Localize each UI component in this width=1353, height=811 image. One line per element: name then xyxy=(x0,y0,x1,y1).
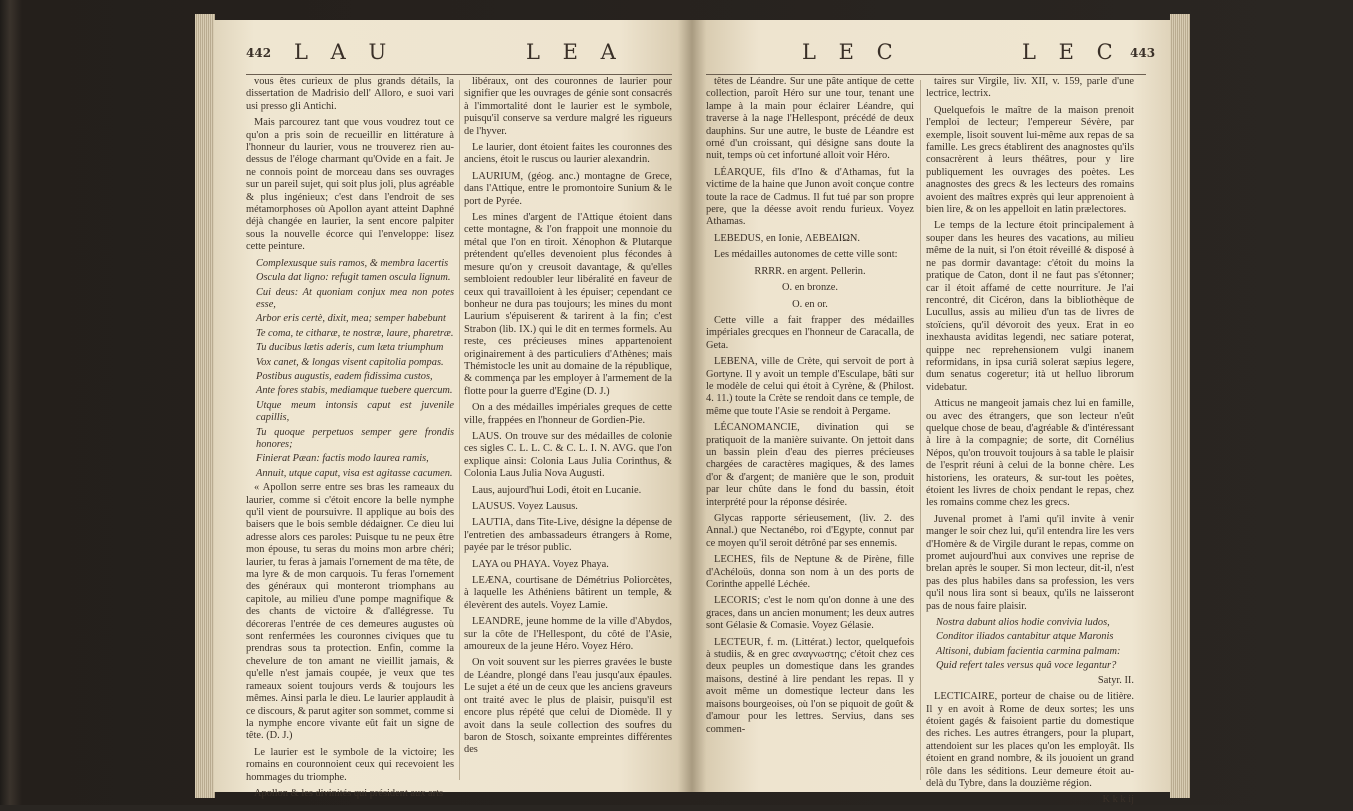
paragraph: Quelquefois le maître de la maison prenoit l'emploi de lecteur; l'empereur Sévère, par exemple, lisoit souvent lui-même aux repas de sa famille. Les grecs établirent des anagnostes qu'ils consacrèrent à leurs théâtres, pour y lire publiquement les ouvrages des poètes. Les anagnostes des grecs & les lecteurs des romains avoient des maîtres exprès qui leur apprenoient à bien lire, & on les appelloit en latin prælectores. xyxy=(926,104,1134,216)
right-page-number: 443 xyxy=(1130,46,1156,60)
left-column-2 xyxy=(464,76,672,761)
paragraph: Mais parcourez tant que vous voudrez tout ce qu'on a pris soin de recueillir en littérature à l'honneur du laurier, vous ne trouverez rien au-dessus de l'éloge charmant qu'Ovide en a fait. Je ne connois point de morceau dans ses ouvrages sur un pareil sujet, qui soit plus joli, plus agréable & plus ingénieux; c'est dans l'endroit de ses métamorphoses où Apollon ayant atteint Daphné déjà changée en laurier, la sent encore palpiter sous la nouvelle écorce qui l'enveloppe: lisez cette peinture. xyxy=(246,117,454,253)
verse-line: Altisoni, dubiam facientia carmina palmam: xyxy=(936,645,1121,657)
left-page xyxy=(214,20,692,799)
entry-lautia: LAUTIA, dans Tite-Live, désigne la dépense de l'entretien des ambassadeurs étrangers à Rome, payée par le trésor public. xyxy=(464,517,672,554)
entry-learque: LÉARQUE, fils d'Ino & d'Athamas, fut la victime de la haine que Junon avoit conçue contre toute la race de Cadmus. Il fut tué par son propre pere, que la déesse avoit rendu furieux. Voyez Athamas. xyxy=(706,166,914,228)
right-column-1 xyxy=(706,76,914,740)
left-column-1 xyxy=(246,76,454,804)
verse-line: Tu quoque perpetuos semper gere frondis honores; xyxy=(256,426,454,450)
verse-line: Vox canet, & longas visent capitolia pompas. xyxy=(256,356,444,368)
entry-laurium: LAURIUM, (géog. anc.) montagne de Grece, dans l'Attique, entre le promontoire Sunium & le port de Pyrée. xyxy=(464,170,672,207)
medal-line: O. en bronze. xyxy=(782,282,838,294)
paragraph: Juvenal promet à l'ami qu'il invite à venir manger le soir chez lui, qu'il entendra lire les vers d'Homère & de Virgile durant le repas, comme on promet aujourd'hui aux convives une reprise de brelan après le souper. Si mon lecteur, dit-il, n'est pas des plus habiles dans sa profession, les vers qu'il nous lira sont si beaux, qu'ils ne laisseront pas de nous faire plaisir. xyxy=(926,513,1134,612)
paragraph: Les mines d'argent de l'Attique étoient dans cette montagne, & l'on frappoit une monnoie du métal que l'on en tiroit. Xénophon & Plutarque prétendent qu'elles devenoient plus fécondes à mesure qu'on y creusoit davantage, & qu'elles sembloient redoubler leur libéralité en faveur de ceux qui travailloient à les épuiser; cependant ce bonheur ne dura pas toujours; les mines du mont Laurium s'épuiserent & tarirent à la fin; c'est Strabon (lib. IX.) qui le dit en termes formels. Au reste, ces précieuses mines appartenoient originairement à des particuliers d'Athènes; mais Thémistocle les unit au domaine de la république, & commença par les employer à l'armement de la flotte pour la guerre d'Egine (D. J.) xyxy=(464,212,672,397)
verse-line: Te coma, te citharæ, te nostræ, laure, pharetræ. xyxy=(256,327,454,339)
verse-line: Arbor eris certè, dixit, mea; semper habebunt xyxy=(256,313,446,325)
citation: Satyr. II. xyxy=(1097,674,1134,686)
entry-lausus: LAUSUS. Voyez Lausus. xyxy=(472,501,578,512)
verse-line: Cui deus: At quoniam conjux mea non potes esse, xyxy=(256,286,454,310)
verse-line: Postibus augustis, eadem fidissima custos, xyxy=(256,370,433,382)
left-fore-edge xyxy=(195,14,215,798)
right-fore-edge xyxy=(1170,14,1190,798)
paragraph: Les médailles autonomes de cette ville sont: xyxy=(714,249,898,261)
paragraph: Glycas rapporte sérieusement, (liv. 2. des Annal.) que Nectanébo, roi d'Egypte, connut par ce moyen qu'il seroit détrôné par ses ennemis. xyxy=(706,513,914,549)
entry-lecanomancie: LÉCANOMANCIE, divination qui se pratiquoit de la manière suivante. On jettoit dans un bassin plein d'eau des pierres précieuses chargées de caractères magiques, & des lames d'or & d'argent; de manière que le son, produit par leur chûte dans le fond du bassin, étoit interprété pour la réponse désirée. xyxy=(706,422,914,508)
left-head-rule xyxy=(246,74,672,75)
verse-line: Ante fores stabis, mediamque tuebere quercum. xyxy=(256,385,453,397)
paragraph: Le laurier est le symbole de la victoire; les romains en couronnoient ceux qui recevoient les hommages du triomphe. xyxy=(246,746,454,783)
signature-mark: K k k ij xyxy=(1102,794,1134,806)
verse-line: Complexusque suis ramos, & membra lacertis xyxy=(256,257,449,269)
entry-leches: LECHES, fils de Neptune & de Pirène, fille d'Achéloüs, donna son nom à un des ports de Corinthe appellé Léchée. xyxy=(706,554,914,591)
entry-lecticaire: LECTICAIRE, porteur de chaise ou de litière. Il y en avoit à Rome de deux sortes; les uns étoient gagés & faisoient partie du domestique des riches. Les autres étrangers, pour la plupart, attendoient sur les places qu'on les employât. Ils étoient en grand nombre, & ils jouoient un grand rôle dans les séditions. Leur demeure étoit au-delà du Tybre, dans la douzième région. xyxy=(926,691,1134,789)
medal-line: RRRR. en argent. Pellerin. xyxy=(754,265,866,277)
entry-leaena: LEÆNA, courtisane de Démétrius Poliorcètes, à laquelle les Athéniens bâtirent un temple, & élevèrent des autels. Voyez Lamie. xyxy=(464,575,672,611)
paragraph: On a des médailles impériales greques de cette ville, frappées en l'honneur de Gordien-Pie. xyxy=(464,402,672,426)
entry-lebedus: LEBEDUS, en Ionie, ΛΕΒΕΔΙΩΝ. xyxy=(714,232,861,244)
paragraph: Atticus ne mangeoit jamais chez lui en famille, ou avec des étrangers, que son lecteur n'eût quelque chose de beau, d'agréable & d'intéressant à lire à la compagnie; de sorte, dit Cornélius Népos, qu'on trouvoit toujours à sa table le plaisir de l'esprit réuni à celui de la bonne chère. Les historiens, les orateurs, & sur-tout les poètes, étoient les livres de choix pendant le repas, chez les romains comme chez les grecs. xyxy=(926,398,1134,509)
paragraph: On voit souvent sur les pierres gravées le buste de Léandre, plongé dans l'eau jusqu'aux épaules. Le sujet a été un de ceux que les anciens graveurs ont traité avec le plus de plaisir, puisqu'il est encore plus répété que celui de Diomède. Il y avoit dans la seule collection des soufres du baron de Stosch, soixante empreintes différentes des xyxy=(464,657,672,756)
paragraph: taires sur Virgile, liv. XII, v. 159, parle d'une lectrice, lectrix. xyxy=(926,76,1134,100)
entry-lecteur: LECTEUR, f. m. (Littérat.) lector, quelquefois à studiis, & en grec αναγνωστης; c'étoit chez ces deux peuples un domestique dans les grandes maisons, destiné à lire pendant les repas. Il y avoit même un domestique lecteur dans les maisons bourgeoises, où l'on se piquoit de goût & d'amour pour les lettres. Servius, dans ses commen- xyxy=(706,636,914,735)
verse-line: Utque meum intonsis caput est juvenile capillis, xyxy=(256,399,454,424)
left-page-number: 442 xyxy=(246,46,272,60)
verse-line: Tu ducibus lætis aderis, cum læta triumphum xyxy=(256,342,444,354)
paragraph: Cette ville a fait frapper des médailles impériales grecques en l'honneur de Caracalla, de Geta. xyxy=(706,314,914,351)
right-running-head-2: L E C xyxy=(1022,40,1121,64)
paragraph: « Apollon serre entre ses bras les rameaux du laurier, comme si c'étoit encore la belle nymphe qu'il vient de poursuivre. Il applique au bois des baisers que le bois semble dédaigner. Ce dieu lui adresse alors ces paroles: Puisque tu ne peux être mon épouse, tu seras du moins mon arbre chéri; laurier, tu feras à jamais l'ornement de ma tête, de ma lyre & de mon carquois. Tu feras l'ornement des généraux qui monteront triomphans au capitole, au milieu d'une pompe magnifique & des chants de victoire & d'allégresse. Tu décoreras l'entrée de ces demeures augustes où sont renfermées les couronnes civiques que tu prendras sous ta protection. Enfin, comme la chevelure de ton amant ne vieillit jamais, & qu'elle n'est jamais coupée, je veux que tes rameaux soient toujours verds & toujours les mêmes. Ainsi parla le dieu. Le laurier applaudit à ce discours, & parut agiter son sommet, comme si la nymphe encore vivante eût fait un signe de tête. (D. J.) xyxy=(246,482,454,742)
verse-line: Annuit, utque caput, visa est agitasse cacumen. xyxy=(256,467,453,479)
right-head-rule xyxy=(706,74,1146,75)
medal-line: O. en or. xyxy=(792,298,828,310)
entry-laus: LAUS. On trouve sur des médailles de colonie ces sigles C. L. L. C. & C. L. I. N. AVG. que l'on explique ainsi: Colonia Laus Julia Corinthus, & Colonia Laus Julia Nova Augusti. xyxy=(464,430,672,480)
right-running-head-1: L E C xyxy=(802,40,901,64)
right-column-divider xyxy=(920,80,921,780)
entry-leandre: LEANDRE, jeune homme de la ville d'Abydos, sur la côte de l'Hellespont, du côté de l'Asie, amoureux de la jeune Héro. Voyez Héro. xyxy=(464,616,672,653)
verse-line: Conditor iliados cantabitur atque Maronis xyxy=(936,631,1114,643)
verse-line: Nostra dabunt alios hodie convivia ludos, xyxy=(936,617,1110,629)
verse-line: Quid refert tales versus quâ voce legantur? xyxy=(936,660,1117,672)
right-page xyxy=(692,20,1170,806)
verse-line: Finierat Pæan: factis modo laurea ramis, xyxy=(256,453,429,465)
paragraph: têtes de Léandre. Sur une pâte antique de cette collection, paroît Héro sur une tour, tenant une lampe à la main pour éclairer Léandre, qui traverse à la nage l'Hellespont, précédé de deux dauphins. Sur une autre, le buste de Léandre est orné d'un croissant, qui désigne sans doute la nuit, temps où cet infortuné alloit voir Héro. xyxy=(706,76,914,162)
left-running-head-1: L A U xyxy=(294,40,395,64)
paragraph: libéraux, ont des couronnes de laurier pour signifier que les ouvrages de génie sont consacrés à l'immortalité dont le laurier est le symbole, puisqu'il conserve sa verdure malgré les rigueurs de l'hyver. xyxy=(464,76,672,137)
paragraph: Laus, aujourd'hui Lodi, étoit en Lucanie. xyxy=(472,484,642,496)
left-column-divider xyxy=(459,80,460,780)
right-column-2 xyxy=(926,76,1134,811)
verse-line: Oscula dat ligno: refugit tamen oscula lignum. xyxy=(256,272,451,284)
paragraph: Apollon & les divinités qui président aux arts xyxy=(254,787,444,799)
paragraph: Le laurier, dont étoient faites les couronnes des anciens, étoit le ruscus ou laurier alexandrin. xyxy=(464,142,672,166)
paragraph: vous êtes curieux de plus grands détails, la dissertation de Madrisio dell' Alloro, e suoi vari usi presso gli Antichi. xyxy=(246,76,454,112)
entry-lecoris: LECORIS; c'est le nom qu'on donne à une des graces, dans un ancien monument; les deux autres sont Gélasie & Comasie. Voyez Gélasie. xyxy=(706,595,914,632)
entry-lebena: LEBENA, ville de Crète, qui servoit de port à Gortyne. Il y avoit un temple d'Esculape, bâti sur le modèle de celui qui étoit à Cyrène, & (Philost. 4. 11.) toute la Crète se rendoit dans ce temple, de même que toute l'Asie se rendoit à Pergame. xyxy=(706,356,914,417)
paragraph: Le temps de la lecture étoit principalement à souper dans les heures des vacations, au milieu même de la nuit, si l'on étoit réveillé & disposé à ne pas dormir davantage: c'étoit du moins la pratique de Caton, dont il ne faut pas s'étonner; car il étoit affamé de cette nourriture. Je l'ai rencontré, dit Cicéron, dans la bibliothèque de Lucullus, assis au milieu d'un tas de livres de stoïciens, qu'il dévoroit des yeux. Erat in eo inexhausta aviditas legendi, nec satiare poterat, quippe nec reprehensionem vulgi inanem reformidans, in ipsa curiâ solerat sæpius legere, dum senatus cogeretur; ità ut helluo librorum videbatur. xyxy=(926,220,1134,393)
entry-laya: LAYA ou PHAYA. Voyez Phaya. xyxy=(472,558,609,570)
left-running-head-2: L E A xyxy=(526,40,624,64)
